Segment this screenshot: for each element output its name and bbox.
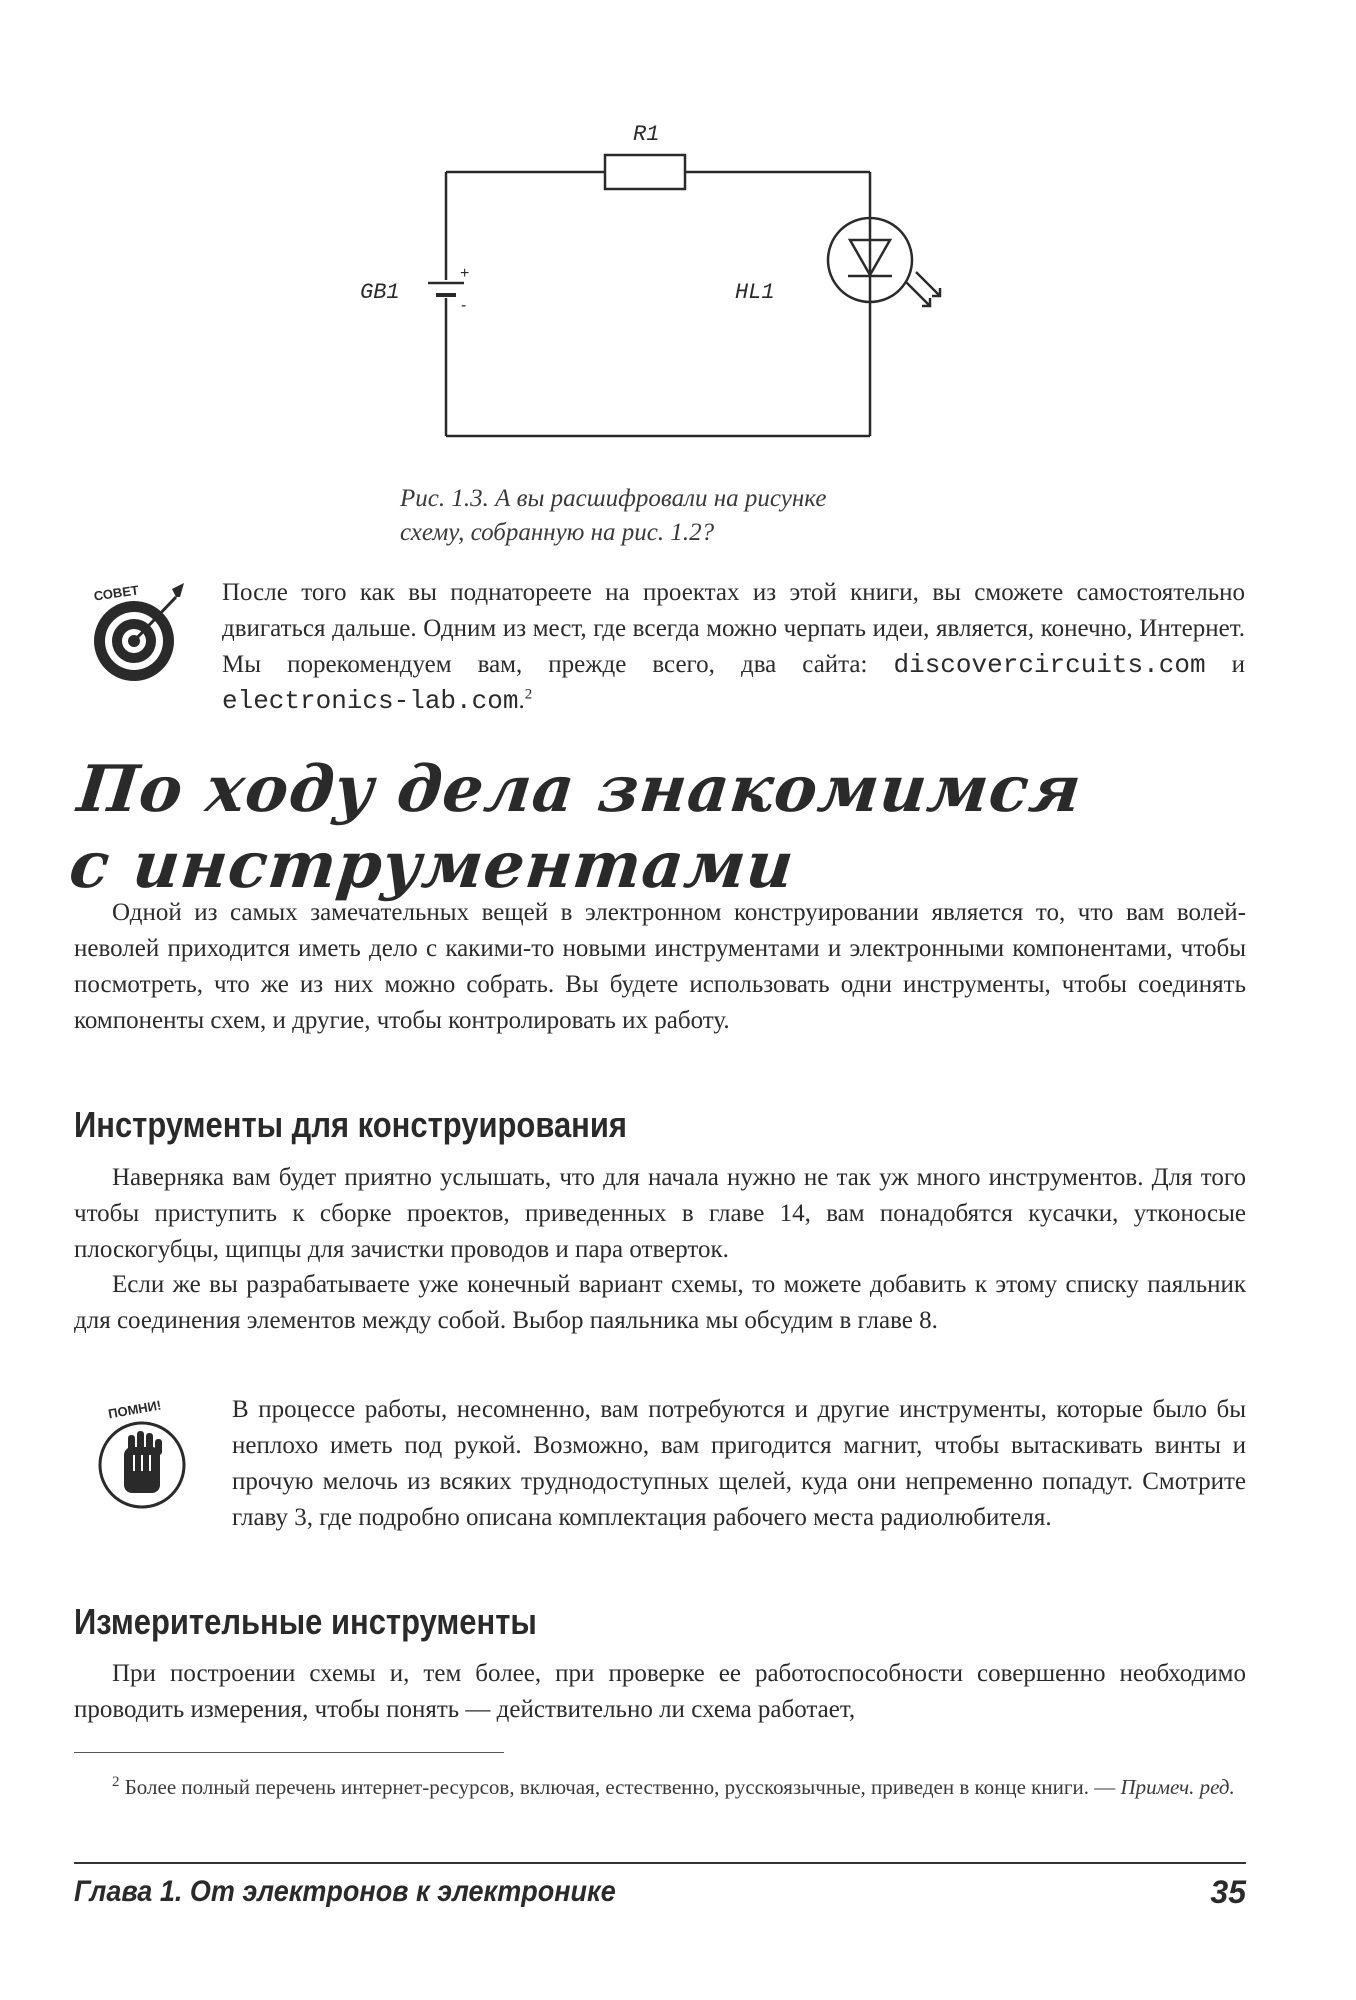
tools-paragraph-2: Если же вы разрабатываете уже конечный вариант схемы, то можете добавить к этому списку паяльник для соединения элементов между собой. Выбор паяльника мы обсудим в главе 8. bbox=[74, 1271, 1246, 1334]
label-gb1: GB1 bbox=[360, 280, 400, 305]
intro-paragraph: Одной из самых замечательных вещей в электронном конструировании является то, что вам волей-неволей приходится иметь дело с какими-то новыми инструментами и электронными компонентами, чтобы посмотреть, что же из них можно собрать. Вы будете использовать одни инструменты, чтобы соединять компоненты схем, и другие, чтобы контролировать их работу. bbox=[74, 899, 1246, 1034]
battery-minus: - bbox=[461, 297, 467, 314]
tools-paragraph-1: Наверняка вам будет приятно услышать, что для начала нужно не так уж много инструментов. Для того чтобы приступить к сборке проектов, приведенных в главе 14, вам понадобятся кусачки, утконосые плоскогубцы, щипцы для зачистки проводов и пара отверток. bbox=[74, 1164, 1246, 1263]
link-electronics-lab[interactable]: electronics-lab.com bbox=[222, 686, 519, 716]
section-heading: По ходу дела знакомимся с инструментами bbox=[66, 752, 1086, 903]
label-r1: R1 bbox=[633, 122, 660, 147]
heading-measure: Измерительные инструменты bbox=[74, 1601, 537, 1642]
target-tip-icon bbox=[80, 575, 192, 687]
figure-caption: Рис. 1.3. А вы расшифровали на рисунке схему, собранную на рис. 1.2? bbox=[400, 485, 827, 546]
remember-paragraph: В процессе работы, несомненно, вам потребуются и другие инструменты, которые было бы неплохо иметь под рукой. Возможно, вам пригодится магнит, чтобы вытаскивать винты и прочую мелочь из всяких труднодоступных щелей, куда они непременно попадут. Смотрите главу 3, где подробно описана комплектация рабочего места радиолюбителя. bbox=[232, 1396, 1246, 1531]
running-footer: Глава 1. От электронов к электронике bbox=[74, 1875, 616, 1908]
tip-icon-label: СОВЕТ bbox=[92, 582, 140, 604]
tip-paragraph: После того как вы поднатореете на проектах из этой книги, вы сможете самостоятельно двигаться дальше. Одним из мест, где всегда можно черпать идеи, является, конечно, Интернет. Мы порекомендуем вам, прежде всего, два сайта: discovercircuits.com и electronics-lab.com.$^2$ bbox=[222, 579, 1245, 716]
footer-divider bbox=[74, 1862, 1246, 1864]
led-arrow-2 bbox=[916, 272, 940, 296]
page-number: 35 bbox=[1210, 1874, 1246, 1910]
led-arrow-1 bbox=[906, 282, 930, 306]
heading-tools: Инструменты для конструирования bbox=[74, 1104, 627, 1145]
footnote: $^2$ Более полный перечень интернет-ресурсов, включая, естественно, русскоязычные, приведен в конце книги. — Примеч. ред. bbox=[112, 1774, 1235, 1799]
label-hl1: HL1 bbox=[735, 280, 775, 305]
measure-paragraph: При построении схемы и, тем более, при проверке ее работоспособности совершенно необходимо проводить измерения, чтобы понять — действительно ли схема работает, bbox=[74, 1660, 1246, 1723]
remember-icon bbox=[90, 1395, 195, 1515]
footnote-ref: 2 bbox=[524, 686, 533, 703]
footnote-divider bbox=[74, 1752, 504, 1753]
link-discovercircuits[interactable]: discovercircuits.com bbox=[893, 650, 1206, 680]
remember-icon-label: ПОМНИ! bbox=[107, 1397, 163, 1422]
resistor-r1 bbox=[605, 155, 685, 189]
battery-plus: + bbox=[460, 265, 470, 282]
circuit-diagram bbox=[340, 110, 960, 490]
